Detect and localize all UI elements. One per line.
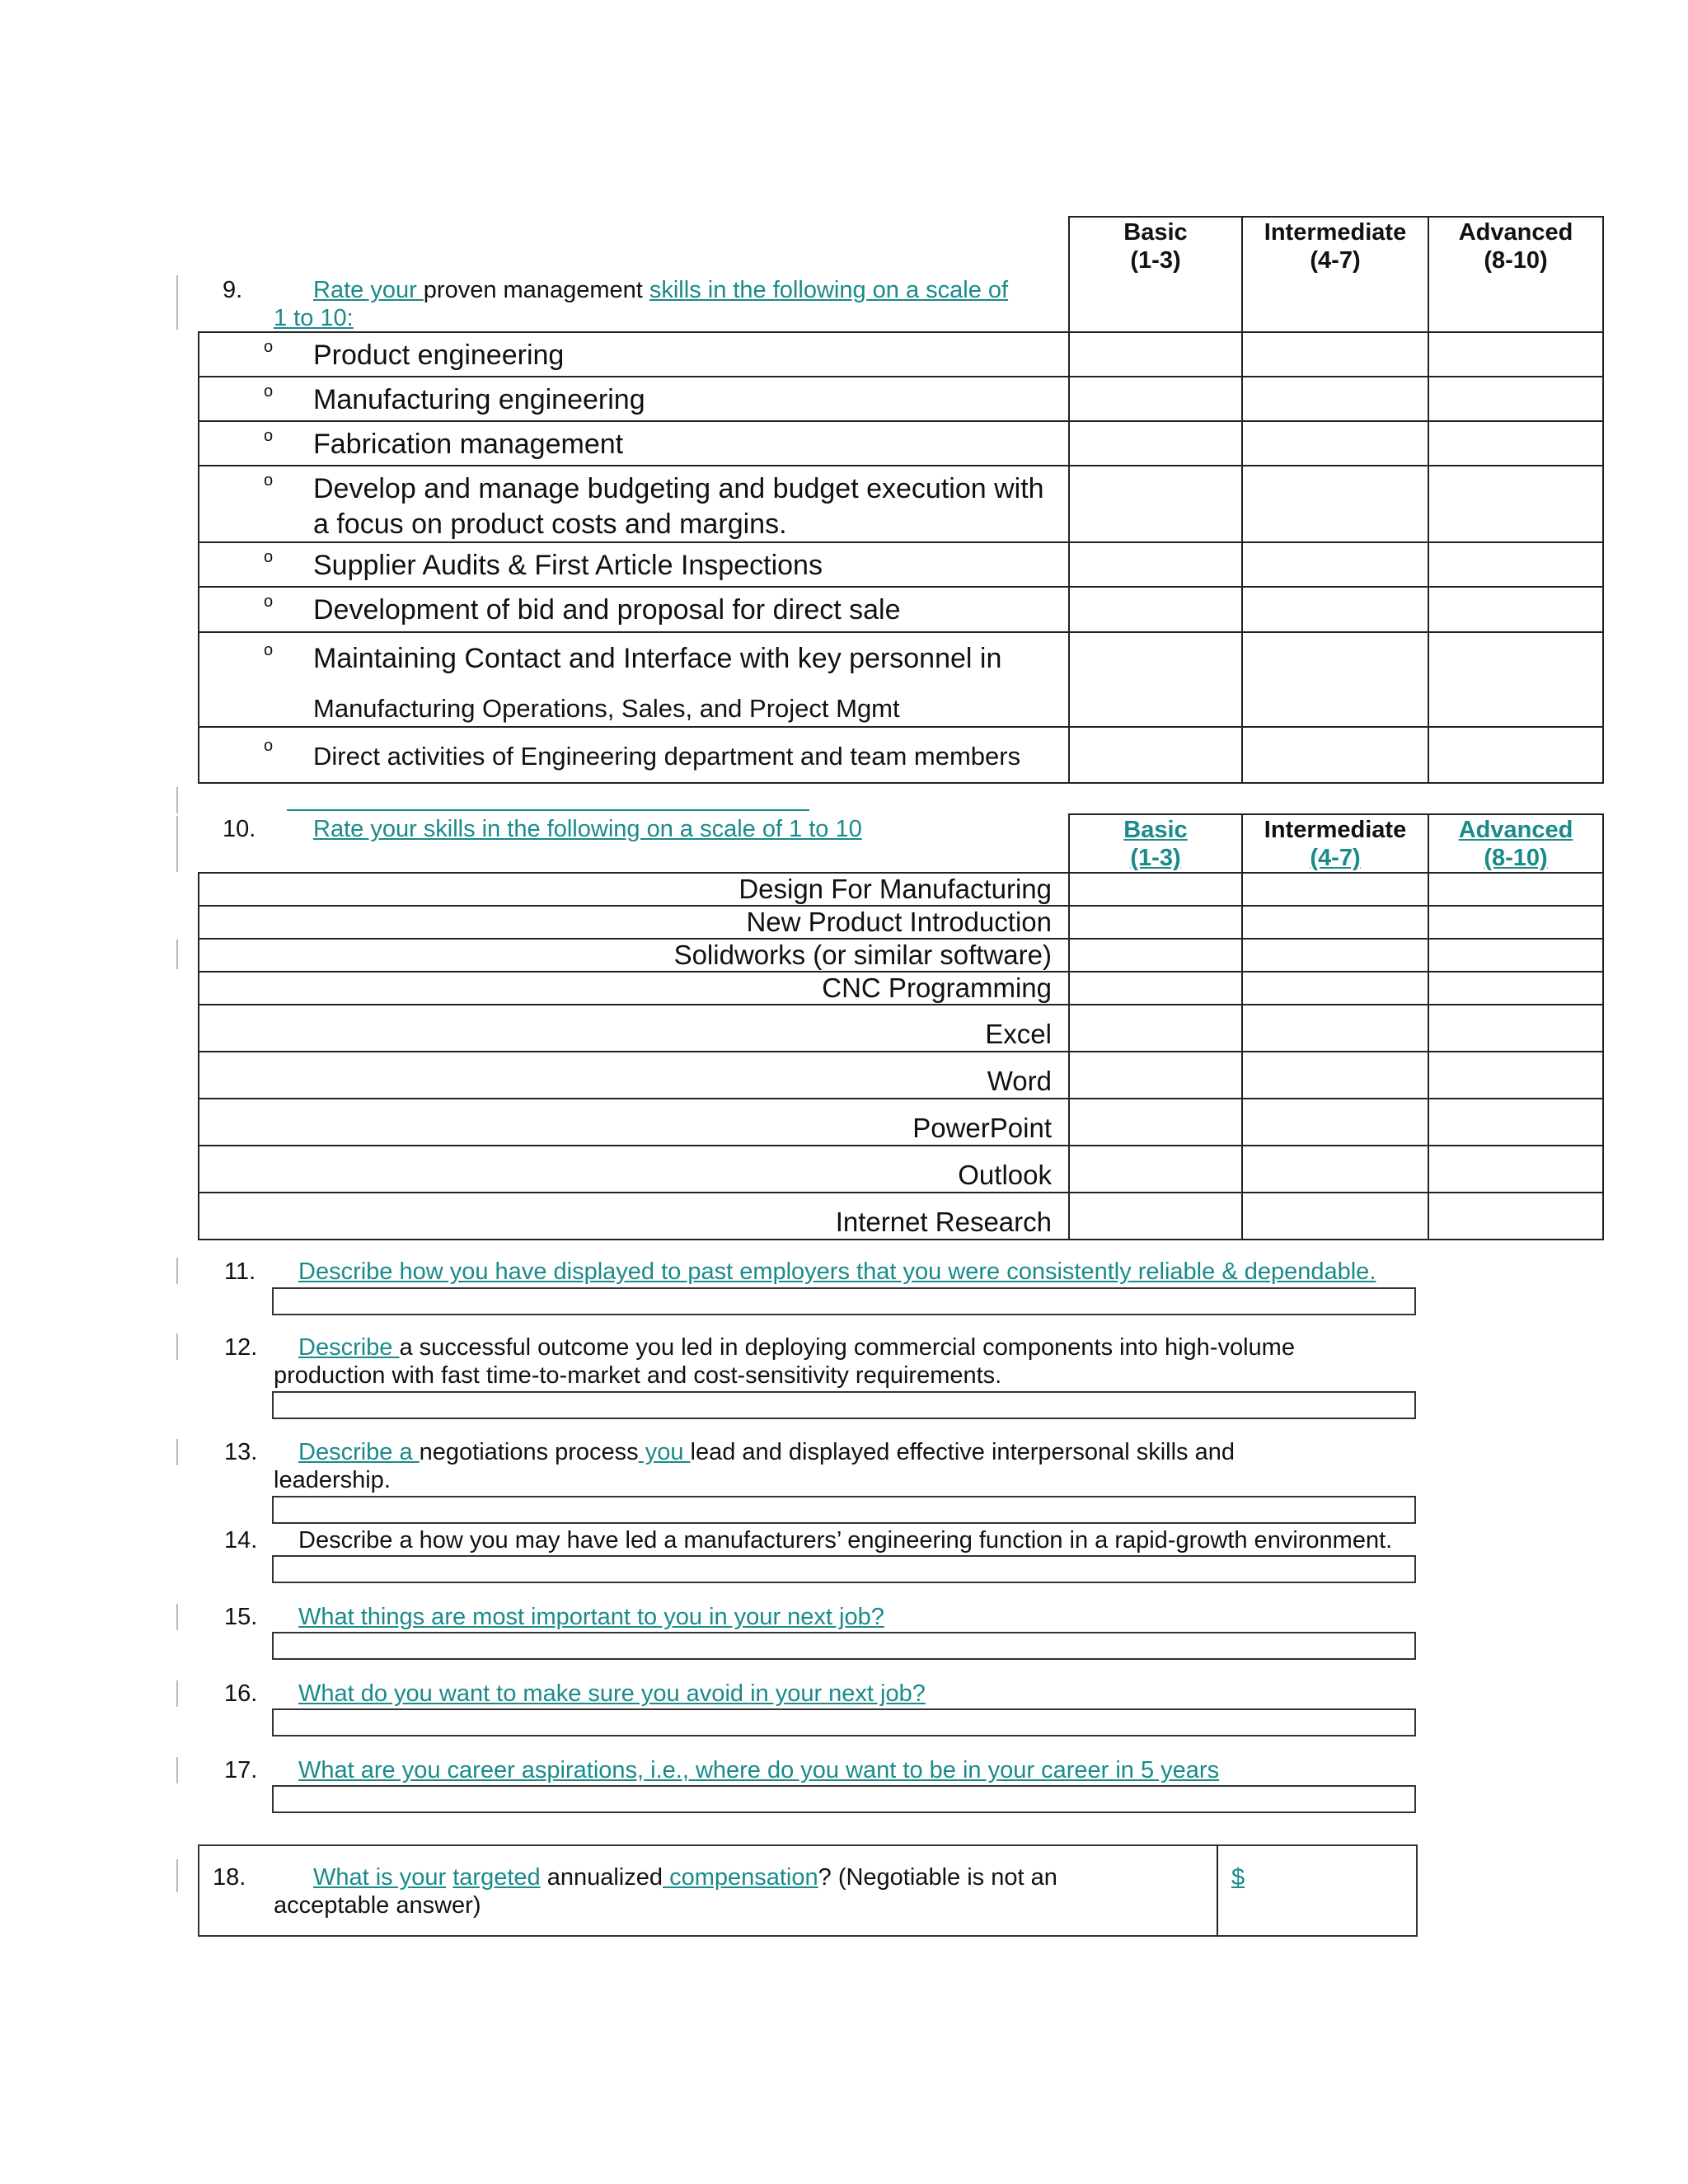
q15-number: 15. <box>224 1604 258 1630</box>
q10-header-intermediate: Intermediate (4-7) <box>1264 817 1407 871</box>
bullet-icon: o <box>264 471 274 490</box>
q16-question: What do you want to make sure you avoid in your next job? <box>298 1680 926 1707</box>
q10-number: 10. <box>223 816 256 842</box>
bullet-icon: o <box>264 593 274 611</box>
q9-item: Supplier Audits & First Article Inspections <box>313 550 823 581</box>
q12-question-cont: production with fast time-to-market and cost-sensitivity requirements. <box>274 1362 1002 1389</box>
q18-currency-field[interactable]: $ <box>1231 1864 1245 1891</box>
q13-question-cont: leadership. <box>274 1467 391 1493</box>
q14-number: 14. <box>224 1527 258 1554</box>
bullet-icon: o <box>264 427 274 445</box>
q10-item: CNC Programming <box>822 972 1052 1003</box>
q12-answer-field[interactable] <box>272 1391 1416 1419</box>
q9-number: 9. <box>223 277 243 303</box>
q16-number: 16. <box>224 1680 258 1707</box>
q17-number: 17. <box>224 1757 258 1783</box>
q10-item: Solidworks (or similar software) <box>673 940 1052 970</box>
q9-item: Development of bid and proposal for direct sale <box>313 594 901 626</box>
q10-item: Internet Research <box>835 1207 1052 1237</box>
bullet-icon: o <box>264 641 274 659</box>
q10-item: Excel <box>985 1019 1052 1049</box>
q18-question: What is your targeted annualized compensation? (Negotiable is not an <box>313 1864 1057 1891</box>
q16-answer-field[interactable] <box>272 1708 1416 1736</box>
q9-item: Product engineering <box>313 340 565 371</box>
q10-item: Design For Manufacturing <box>738 874 1052 904</box>
q9-item: Fabrication management <box>313 429 624 460</box>
q10-header-basic: Basic (1-3) <box>1123 817 1188 871</box>
q9-item: Direct activities of Engineering department and team members <box>313 742 1021 771</box>
q15-answer-field[interactable] <box>272 1632 1416 1660</box>
q10-item: New Product Introduction <box>746 907 1052 937</box>
bullet-icon: o <box>264 338 274 356</box>
q12-question: Describe a successful outcome you led in deploying commercial components into high-volume <box>298 1334 1295 1361</box>
q14-question: Describe a how you may have led a manufacturers’ engineering function in a rapid-growth environment. <box>298 1527 1393 1554</box>
q10-question: Rate your skills in the following on a scale of 1 to 10 <box>313 816 862 842</box>
q9-item: Manufacturing engineering <box>313 384 645 415</box>
q9-question: Rate your proven management skills in the following on a scale of <box>313 277 1009 303</box>
q9-item-cont: a focus on product costs and margins. <box>313 509 787 540</box>
q10-item: PowerPoint <box>912 1113 1052 1143</box>
q17-question: What are you career aspirations, i.e., where do you want to be in your career in 5 years <box>298 1757 1220 1783</box>
q18-question-cont: acceptable answer) <box>274 1892 481 1919</box>
q13-number: 13. <box>224 1439 258 1465</box>
q11-question: Describe how you have displayed to past employers that you were consistently reliable & dependable. <box>298 1258 1376 1285</box>
q18-number: 18. <box>213 1864 246 1891</box>
q9-item: Maintaining Contact and Interface with key personnel in <box>313 643 1002 674</box>
q9-question-cont: 1 to 10: <box>274 305 354 331</box>
q11-answer-field[interactable] <box>272 1287 1416 1315</box>
bullet-icon: o <box>264 382 274 401</box>
q13-answer-field[interactable] <box>272 1496 1416 1524</box>
q10-item: Word <box>987 1066 1052 1096</box>
q10-item: Outlook <box>958 1160 1052 1190</box>
q9-header-advanced: Advanced (8-10) <box>1458 219 1573 274</box>
q9-header-intermediate: Intermediate (4-7) <box>1264 219 1407 274</box>
q15-question: What things are most important to you in your next job? <box>298 1604 884 1630</box>
bullet-icon: o <box>264 737 274 755</box>
bullet-icon: o <box>264 548 274 566</box>
q17-answer-field[interactable] <box>272 1785 1416 1813</box>
q14-answer-field[interactable] <box>272 1555 1416 1583</box>
q11-number: 11. <box>224 1258 256 1285</box>
q9-header-basic: Basic (1-3) <box>1123 219 1188 274</box>
q9-item: Develop and manage budgeting and budget execution with <box>313 473 1044 504</box>
q12-number: 12. <box>224 1334 258 1361</box>
q9-item-cont: Manufacturing Operations, Sales, and Project Mgmt <box>313 694 900 723</box>
q13-question: Describe a negotiations process you lead and displayed effective interpersonal skills and <box>298 1439 1235 1465</box>
q10-header-advanced: Advanced (8-10) <box>1458 817 1573 871</box>
